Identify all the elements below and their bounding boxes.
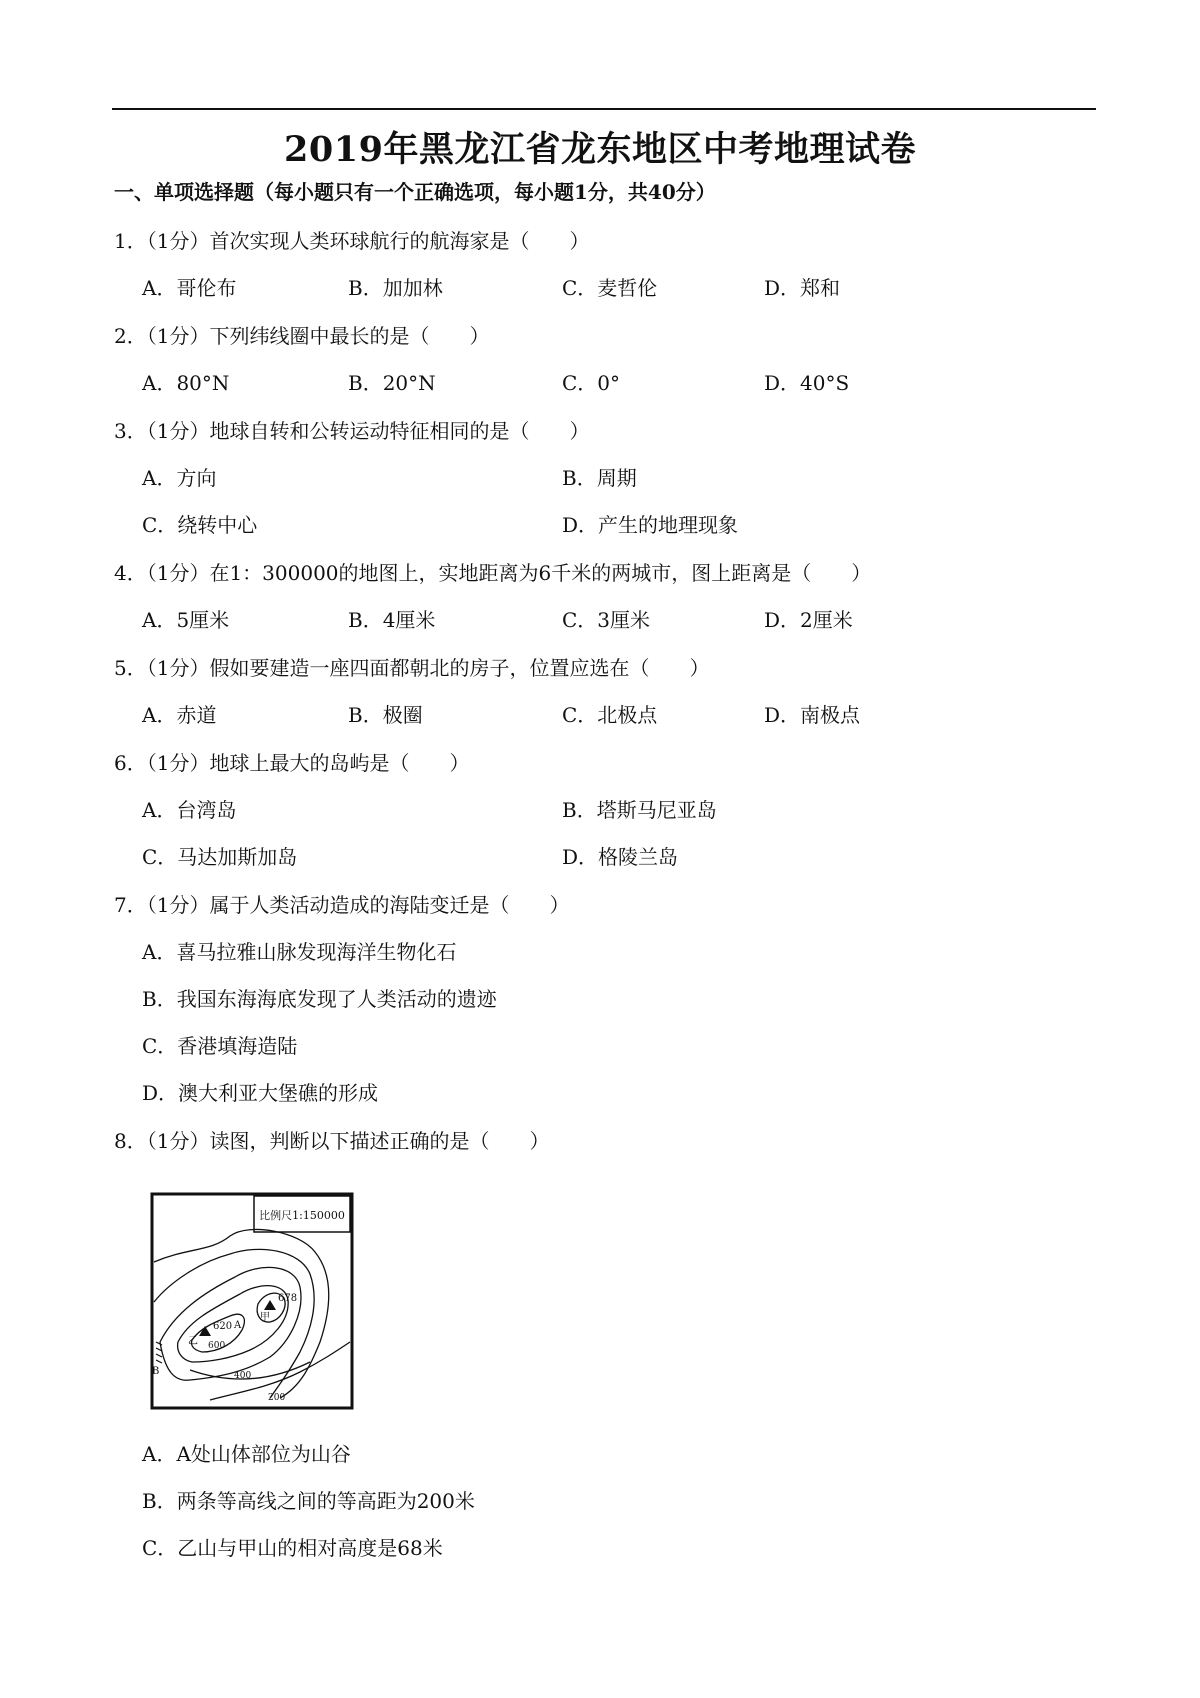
- peak-jia-name: 甲: [260, 1312, 270, 1323]
- question-1-option-a[interactable]: A．哥伦布: [142, 276, 237, 300]
- question-8-stem: 8．（1分）读图，判断以下描述正确的是（ ）: [114, 1129, 550, 1153]
- top-rule: [112, 108, 1096, 110]
- question-5-stem: 5．（1分）假如要建造一座四面都朝北的房子，位置应选在（ ）: [114, 656, 710, 680]
- question-2-option-a[interactable]: A．80°N: [142, 371, 230, 395]
- contour-400-label: 400: [234, 1371, 252, 1381]
- point-a-label: A: [234, 1320, 242, 1331]
- question-1-stem: 1．（1分）首次实现人类环球航行的航海家是（ ）: [114, 229, 590, 253]
- question-4-stem: 4．（1分）在1：300000的地图上，实地距离为6千米的两城市，图上距离是（ ）: [114, 561, 872, 585]
- question-3-stem: 3．（1分）地球自转和公转运动特征相同的是（ ）: [114, 419, 590, 443]
- question-2-option-c[interactable]: C．0°: [562, 371, 621, 395]
- contour-map: [150, 1192, 354, 1410]
- question-1-option-b[interactable]: B．加加林: [348, 276, 443, 300]
- exam-title: 2019年黑龙江省龙东地区中考地理试卷: [284, 129, 916, 170]
- question-5-option-d[interactable]: D．南极点: [764, 703, 861, 727]
- question-5-option-b[interactable]: B．极圈: [348, 703, 423, 727]
- question-6-option-c[interactable]: C．马达加斯加岛: [142, 845, 298, 869]
- question-8-option-b[interactable]: B．两条等高线之间的等高距为200米: [142, 1489, 475, 1513]
- point-b-label: B: [152, 1366, 160, 1377]
- question-4-option-d[interactable]: D．2厘米: [764, 608, 853, 632]
- question-7-option-a[interactable]: A．喜马拉雅山脉发现海洋生物化石: [142, 940, 457, 964]
- question-4-option-b[interactable]: B．4厘米: [348, 608, 436, 632]
- question-3-option-b[interactable]: B．周期: [562, 466, 637, 490]
- question-2-option-d[interactable]: D．40°S: [764, 371, 850, 395]
- question-4-option-c[interactable]: C．3厘米: [562, 608, 651, 632]
- section-heading: 一、单项选择题（每小题只有一个正确选项，每小题1分，共40分）: [114, 180, 716, 204]
- question-3-option-c[interactable]: C．绕转中心: [142, 513, 258, 537]
- question-1-option-c[interactable]: C．麦哲伦: [562, 276, 658, 300]
- question-4-option-a[interactable]: A．5厘米: [142, 608, 230, 632]
- question-6-stem: 6．（1分）地球上最大的岛屿是（ ）: [114, 751, 470, 775]
- question-7-option-c[interactable]: C．香港填海造陆: [142, 1034, 298, 1058]
- question-6-option-d[interactable]: D．格陵兰岛: [562, 845, 679, 869]
- question-8-option-a[interactable]: A．A处山体部位为山谷: [142, 1442, 351, 1466]
- question-5-option-c[interactable]: C．北极点: [562, 703, 658, 727]
- question-7-stem: 7．（1分）属于人类活动造成的海陆变迁是（ ）: [114, 893, 570, 917]
- contour-600-label: 600: [208, 1341, 226, 1351]
- peak-yi-elevation: 620: [213, 1321, 233, 1332]
- question-5-option-a[interactable]: A．赤道: [142, 703, 217, 727]
- question-1-option-d[interactable]: D．郑和: [764, 276, 841, 300]
- question-7-option-d[interactable]: D．澳大利亚大堡礁的形成: [142, 1081, 379, 1105]
- peak-jia-elevation: 678: [278, 1293, 298, 1304]
- scale-label: 比例尺1:150000: [259, 1209, 345, 1222]
- peak-yi-name: 乙: [188, 1336, 198, 1347]
- question-2-stem: 2．（1分）下列纬线圈中最长的是（ ）: [114, 324, 490, 348]
- question-7-option-b[interactable]: B．我国东海海底发现了人类活动的遗迹: [142, 987, 497, 1011]
- question-8-option-c[interactable]: C．乙山与甲山的相对高度是68米: [142, 1536, 443, 1560]
- question-2-option-b[interactable]: B．20°N: [348, 371, 436, 395]
- question-6-option-b[interactable]: B．塔斯马尼亚岛: [562, 798, 717, 822]
- contour-200-label: 200: [268, 1393, 286, 1403]
- question-6-option-a[interactable]: A．台湾岛: [142, 798, 237, 822]
- question-3-option-a[interactable]: A．方向: [142, 466, 217, 490]
- question-3-option-d[interactable]: D．产生的地理现象: [562, 513, 739, 537]
